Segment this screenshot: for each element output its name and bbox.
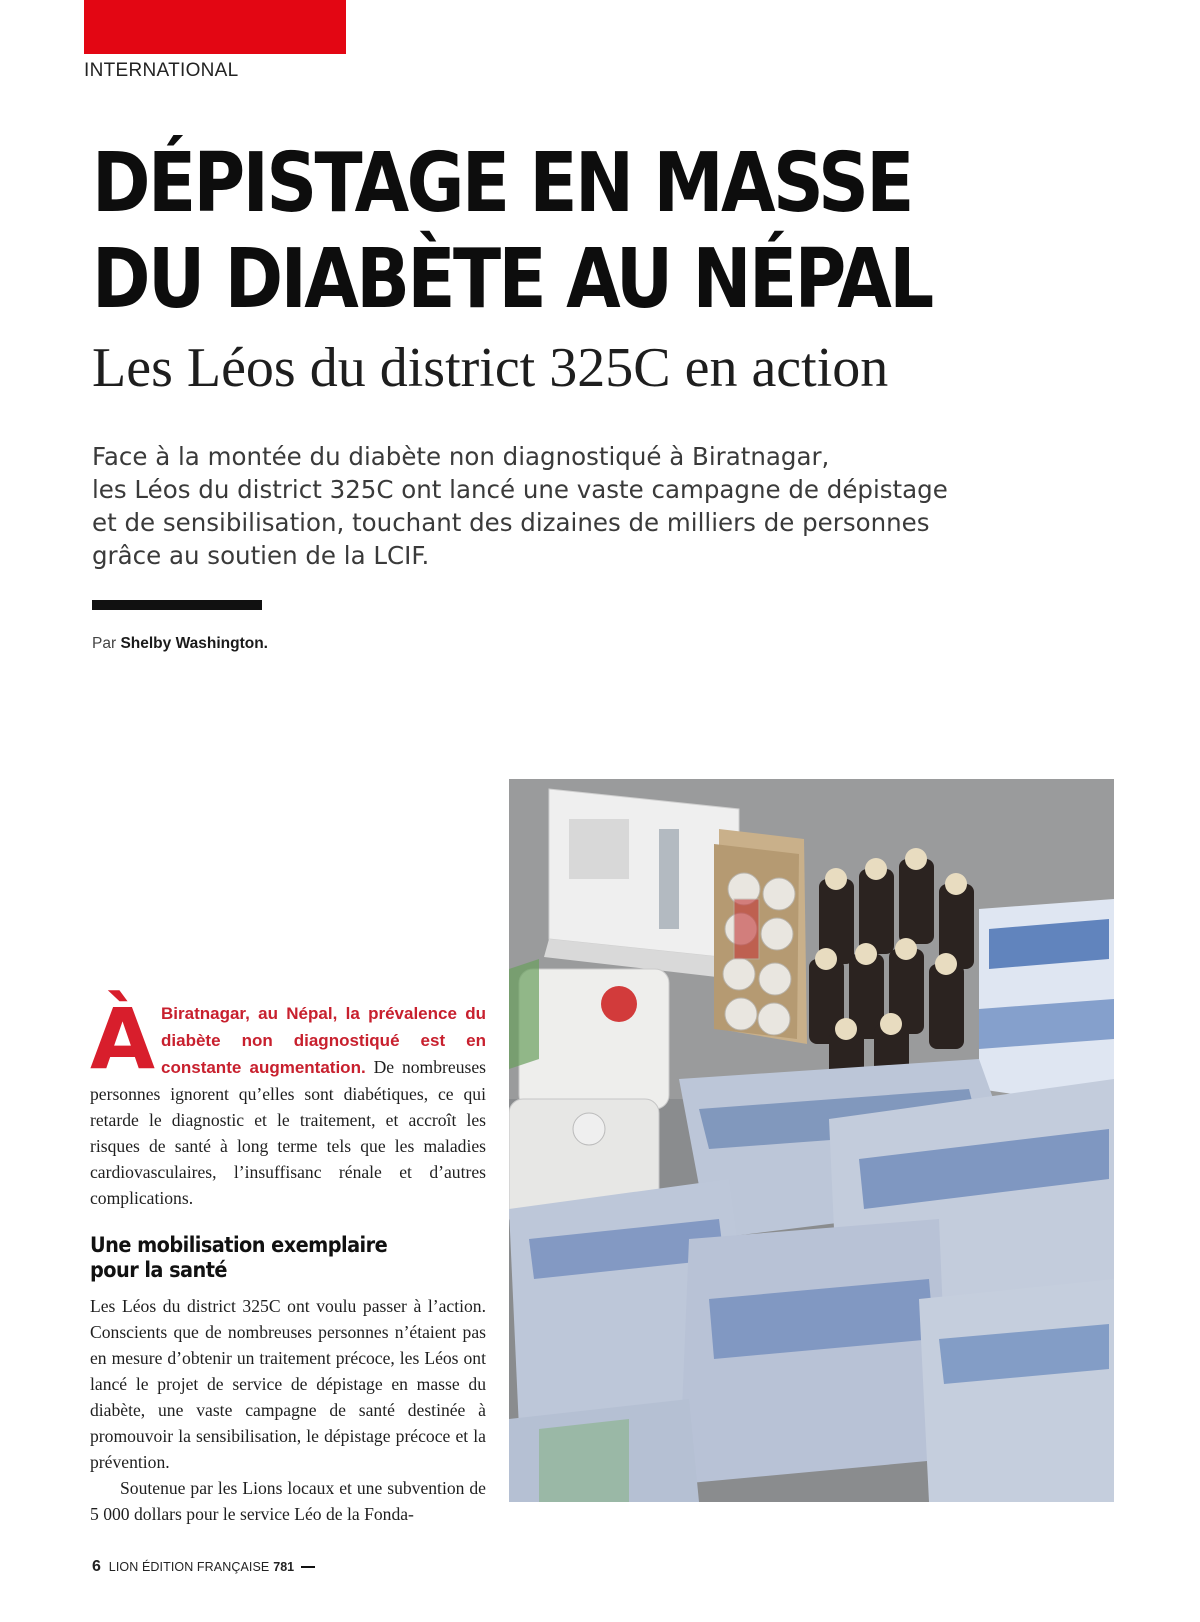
issue-number: 781 — [273, 1560, 295, 1574]
intro-lead-in: Biratnagar, au Népal, la prévalence du diabète non diagnostiqué est en constante augmentation. — [161, 1004, 486, 1077]
section-color-bar — [84, 0, 346, 54]
intro-text: De nombreuses personnes ignorent qu’elles sont diabétiques, ce qui retarde le diagnostic et le traitement, et accroît les risques de santé à long terme tels que les maladies cardiovasculaires, l’insuffisanc rénale et d’autres complications. — [90, 1057, 486, 1208]
article-lede — [92, 440, 972, 572]
lede-line: et de sensibilisation, touchant des dizaines de milliers de personnes — [92, 508, 930, 537]
title-line-2: DU DIABÈTE AU NÉPAL — [92, 232, 932, 327]
publication-name: LION ÉDITION FRANÇAISE — [108, 1560, 270, 1574]
page-footer — [92, 1558, 315, 1576]
article-title — [92, 136, 995, 328]
byline — [92, 635, 268, 653]
article-body — [90, 990, 486, 1527]
body-paragraph: Soutenue par les Lions locaux et une subvention de 5 000 dollars pour le service Léo de la Fonda- — [90, 1478, 486, 1524]
title-line-1: DÉPISTAGE EN MASSE — [92, 136, 912, 231]
lede-line: grâce au soutien de la LCIF. — [92, 541, 430, 570]
heading-line-1: Une mobilisation exemplaire — [90, 1233, 388, 1257]
byline-author: Shelby Washington. — [120, 635, 268, 652]
intro-paragraph — [90, 990, 486, 1211]
diabetes-supplies-photo — [509, 779, 1114, 1502]
lede-divider — [92, 600, 262, 610]
lede-line: les Léos du district 325C ont lancé une vaste campagne de dépistage — [92, 475, 948, 504]
heading-line-2: pour la santé — [90, 1258, 227, 1282]
footer-dash — [301, 1566, 315, 1568]
section-heading — [90, 1233, 454, 1283]
page-number: 6 — [92, 1558, 101, 1575]
lede-line: Face à la montée du diabète non diagnostiqué à Biratnagar, — [92, 442, 830, 471]
body-paragraph: Les Léos du district 325C ont voulu passer à l’action. Conscients que de nombreuses personnes n’étaient pas en mesure d’obtenir un traitement précoce, les Léos ont lancé le projet de service de dépistage en masse du diabète, une vaste campagne de santé destinée à promouvoir la sensibilisation, le dépistage précoce et la prévention. — [90, 1296, 486, 1472]
drop-cap: À — [90, 990, 156, 1088]
article-subtitle: Les Léos du district 325C en action — [92, 337, 889, 399]
byline-prefix: Par — [92, 635, 117, 652]
section-label: INTERNATIONAL — [84, 60, 239, 81]
